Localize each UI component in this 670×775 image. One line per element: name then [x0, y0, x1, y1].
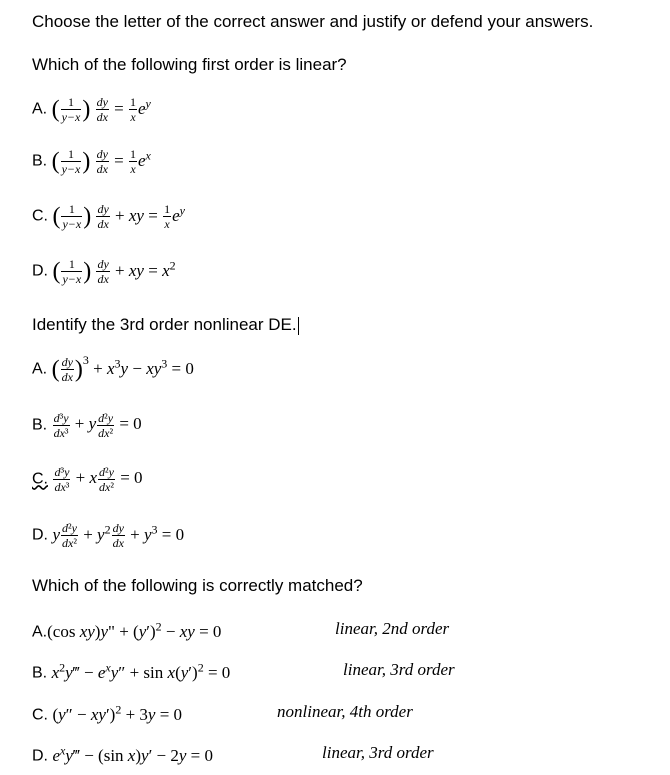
q2-option-a-letter: A. — [32, 360, 48, 378]
q3-option-a — [32, 619, 221, 642]
q2-option-c-letter: C. — [32, 470, 48, 488]
q3-option-d-classification: linear, 3rd order — [322, 743, 434, 762]
q2-option-c — [32, 466, 143, 493]
text-cursor — [298, 317, 299, 335]
q2-option-d-equation: y $\frac{\text{d²y}}{\text{dx²}}$ + $y^2$ $\frac{dy}{dx}$ + $y^3 = 0$ — [52, 521, 185, 551]
q1-option-c — [32, 203, 185, 230]
q1-option-c-letter: C. — [32, 207, 48, 225]
q1-option-c-equation: ( $\frac{1}{y-x}$ ) $\frac{dy}{dx}$ + xy = $\frac{1}{x}$ $e^y$ — [52, 202, 185, 232]
q2-option-d — [32, 522, 184, 549]
q3-option-c-letter: C. — [32, 706, 48, 724]
q1-option-a-equation: ( $\frac{1}{y-x}$ ) $\frac{dy}{dx}$ = $\frac{1}{x}$ $e^y$ — [51, 95, 151, 125]
q3-option-d — [32, 743, 213, 766]
q3-option-a-letter: A. — [32, 623, 48, 641]
q1-option-a-letter: A. — [32, 100, 48, 118]
q3-option-a-equation: (cos xy)y" + $(y')^2$ − xy = 0 — [47, 619, 222, 641]
q2-option-a-equation: ( $\frac{dy}{dx}$ )$^3 + x^3y - xy^3 = 0$ — [51, 353, 194, 385]
q3-option-c-classification: nonlinear, 4th order — [277, 702, 413, 721]
q3-option-c — [32, 702, 182, 725]
q2-option-b-equation: $\frac{\text{d³y}}{\text{dx³}}$ + y $\frac{\text{d²y}}{\text{dx²}}$ = 0 — [53, 411, 142, 440]
question-1-prompt: Which of the following first order is linear? — [32, 55, 347, 74]
question-2-prompt — [32, 315, 299, 335]
q1-option-d-equation: ( $\frac{1}{y-x}$ ) $\frac{dy}{dx}$ + xy = $x^2$ — [52, 257, 176, 287]
q1-option-b-letter: B. — [32, 152, 48, 170]
q2-option-d-letter: D. — [32, 526, 48, 544]
q3-option-b-equation: $x^2y‴ - e^xy'' + \sin x(y')^2 = 0$ — [51, 660, 231, 682]
question-2-prompt-text: Identify the 3rd order nonlinear DE. — [32, 315, 297, 334]
q2-option-c-equation: $\frac{\text{d³y}}{\text{dx³}}$ + x $\frac{\text{d²y}}{\text{dx²}}$ = 0 — [54, 465, 143, 494]
q3-option-c-equation: $(y'' - xy')^2 + 3y = 0$ — [52, 702, 183, 724]
q1-option-b-equation: ( $\frac{1}{y-x}$ ) $\frac{dy}{dx}$ = $\frac{1}{x}$ $e^x$ — [51, 147, 151, 177]
q1-option-d — [32, 258, 176, 285]
q3-option-b-classification: linear, 3rd order — [343, 660, 455, 679]
q3-option-b — [32, 660, 230, 683]
q3-option-b-letter: B. — [32, 664, 48, 682]
q2-option-b — [32, 412, 142, 439]
q3-option-a-classification: linear, 2nd order — [335, 619, 450, 638]
q3-option-d-equation: $e^xy‴ - (\sin$ x)y′ − 2y = 0 — [52, 743, 214, 765]
q2-option-a — [32, 353, 194, 385]
q1-option-d-letter: D. — [32, 262, 48, 280]
q3-option-d-letter: D. — [32, 747, 48, 765]
question-3-prompt: Which of the following is correctly matched? — [32, 576, 363, 595]
instruction-text: Choose the letter of the correct answer and justify or defend your answers. — [32, 12, 594, 31]
q1-option-b — [32, 148, 151, 175]
q2-option-b-letter: B. — [32, 416, 48, 434]
q1-option-a — [32, 96, 151, 123]
